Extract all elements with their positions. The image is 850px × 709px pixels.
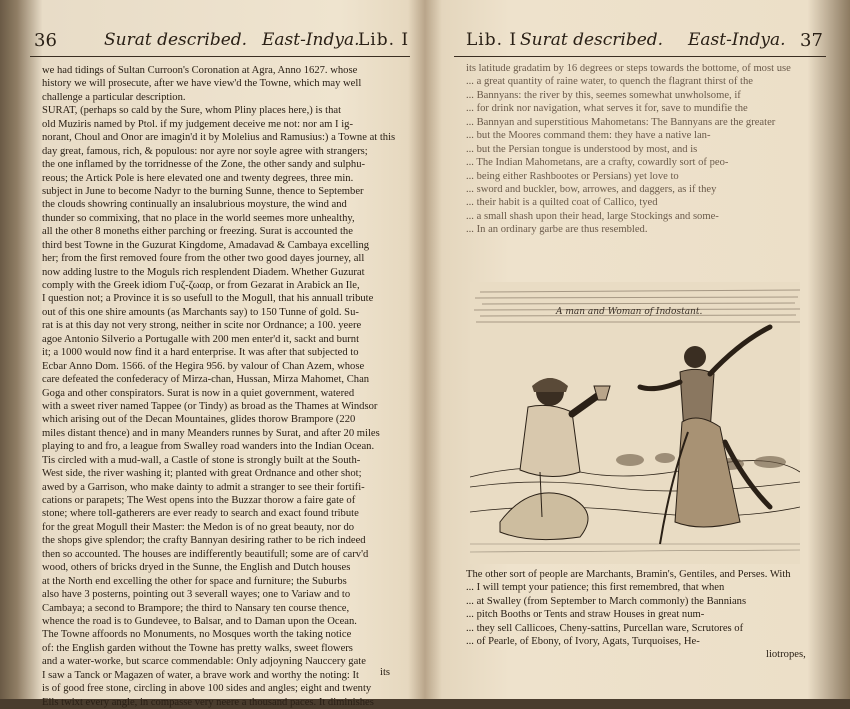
text-line: challenge a particular description. [42, 91, 186, 103]
text-line: The Towne affoords no Monuments, no Mosques worth the taking notice [42, 629, 352, 641]
catchword: liotropes, [766, 649, 806, 660]
text-line: now adding lustre to the Moguls rich resplendent Diadem. Whether Guzurat [42, 266, 365, 278]
running-title-right: East-Indya. [688, 30, 786, 50]
text-line: the one inflamed by the torridnesse of the Zone, the other sandy and sulphu- [42, 159, 366, 171]
text-line: ... being either Rashbootes or Persians) yet love to [466, 170, 679, 182]
text-line: ... sword and buckler, bow, arrowes, and daggers, as if they [466, 183, 717, 195]
right-page-body-bottom [466, 568, 828, 649]
right-page [436, 0, 836, 699]
text-line: ... they sell Callicoes, Cheny-sattins, Purcellan ware, Scrutores of [466, 622, 744, 634]
text-line: I question not; a Province it is so usefull to the Mogull, that his annuall tribute [42, 293, 374, 305]
text-line: cations or parapets; The West opens into the Buzzar thorow a faire gate of [42, 495, 356, 506]
text-line: Ecbar Anno Dom. 1566. of the Hegira 956. by valour of Chan Azem, whose [42, 360, 365, 372]
text-line: we had tidings of Sultan Curroon's Coronation at Agra, Anno 1627. whose [42, 65, 358, 76]
text-line: for the great Mogull their Master: the Medon is of no great beauty, nor do [42, 521, 355, 533]
running-title-right: East-Indya. [262, 30, 360, 50]
text-line: care defeated the confederacy of Mirza-chan, Hussan, Mirza Mahomet, Chan [42, 374, 370, 386]
text-line: Goga and other conspirators. Surat is now in a quiet government, watered [42, 387, 355, 399]
left-running-header [12, 30, 420, 58]
right-page-body-top [466, 62, 826, 237]
text-line: I saw a Tanck or Magazen of water, a brave work and worthy the noting: It [42, 669, 359, 681]
text-line: of: the English garden without the Towne has pretty walks, sweet flowers [42, 642, 353, 654]
text-line: ... In an ordinary garbe are thus resembled. [466, 224, 648, 236]
text-line: agoe Antonio Silverio a Portugalle with 200 men enter'd it, sackt and burnt [42, 333, 360, 345]
text-line: at the North end excelling the other for space and furniture; the Suburbs [42, 575, 347, 587]
text-line: the clouds showring continually an insalubrious moysture, the wind and [42, 199, 347, 211]
text-line: SURAT, (perhaps so cald by the Sure, whom Pliny places here,) is that [42, 105, 342, 117]
text-line: norant, Choul and Onor are imagin'd it by Molelius and Ramusius:) a Towne at this [42, 132, 396, 144]
text-line: ... of Pearle, of Ebony, of Ivory, Agats, Turquoises, He- [466, 636, 700, 648]
text-line: ... Bannyans: the river by this, seemes somewhat unwholsome, if [466, 89, 741, 101]
text-line: whence the road is to Gundevee, to Balsar, and to Daman upon the Ocean. [42, 615, 357, 627]
left-page [12, 0, 420, 708]
text-line: ... Bannyan and superstitious Mahometans: The Bannyans are the greater [466, 116, 776, 128]
illustration-caption: A man and Woman of Indostant. [556, 307, 703, 317]
left-page-body [42, 64, 414, 709]
text-line: third best Towne in the Guzurat Kingdome, Amadavad & Cambaya excelling [42, 239, 370, 251]
text-line: subject in June to become Nadyr to the burning Sunne, thence to September [42, 185, 364, 197]
text-line: Ells twixt every angle, in compasse very neere a thousand paces. It diminishes [42, 696, 374, 708]
text-line: ... their habit is a quilted coat of Callico, tyed [466, 197, 658, 209]
text-line: with a sweet river named Tappee (or Tindy) as broad as the Thames at Windsor [42, 400, 378, 412]
catchword: its [380, 667, 391, 678]
text-line: and a water-worke, but scarce commendable: Only adjoyning Nauccery gate [42, 656, 366, 668]
text-line: ... The Indian Mahometans, are a crafty, cowardly sort of peo- [466, 157, 729, 169]
text-line: its latitude gradatim by 16 degrees or steps towards the bottome, of most use [466, 63, 791, 74]
text-line: ... a great quantity of raine water, to quench the flagrant thirst of the [466, 76, 753, 88]
text-line: ... pitch Booths or Tents and straw Houses in great num- [466, 609, 705, 621]
text-line: which arising out of the Decan Mountaines, glides thorow Brampore (220 [42, 414, 356, 426]
text-line: ... but the Moores command them: they have a native lan- [466, 130, 711, 142]
text-line: wood, others of bricks dryed in the Sunne, the English and Dutch houses [42, 562, 351, 574]
text-line: Cambaya; a second to Brampore; the third to Nansary ten course thence, [42, 602, 350, 614]
page-number: 37 [800, 30, 823, 51]
text-line: old Muziris named by Ptol. if my judgement deceive me not: nor am I ig- [42, 118, 353, 130]
page-number: 36 [34, 30, 57, 51]
text-line: thunder so commixing, that no place in the world seemes more unhealthy, [42, 212, 355, 224]
text-line: stone; where toll-gatherers are ever ready to search and exact found tribute [42, 508, 359, 520]
text-line: comply with the Greek idiom Γυζ-ζωαρ, or from Gezarat in Arabick an Ile, [42, 280, 360, 291]
header-rule [454, 56, 826, 57]
text-line: The other sort of people are Marchants, Bramin's, Gentiles, and Perses. With [466, 569, 791, 580]
text-line: Tis circled with a mud-wall, a Castle of stone is strongly built at the South- [42, 454, 361, 466]
text-line: reous; the Artick Pole is here elevated one and twenty degrees, three min. [42, 172, 354, 184]
text-line: ... a small shash upon their head, large Stockings and some- [466, 210, 719, 222]
header-rule [30, 56, 410, 57]
text-line: awed by a Garrison, who make dainty to admit a stranger to see their fortifi- [42, 481, 365, 493]
engraving-illustration [470, 282, 800, 564]
text-line: history we will prosecute, after we have view'd the Towne, which may well [42, 78, 362, 90]
text-line: also have 3 posterns, pointing out 3 severall wayes; one to Variaw and to [42, 589, 351, 601]
running-title: Surat described. [104, 30, 248, 50]
text-line: miles distant thence) and in many Meanders runnes by Surat, and after 20 miles [42, 427, 380, 439]
text-line: ... I will tempt your patience; this first remembred, that when [466, 582, 725, 594]
text-line: ... at Swalley (from September to March commonly) the Bannians [466, 595, 747, 607]
text-line: her; from the first removed foure from the other two good dayes journey, all [42, 253, 365, 265]
book-label: Lib. I [466, 30, 518, 50]
text-line: all the other 8 moneths either parching or freezing. Surat is accounted the [42, 226, 353, 238]
text-line: ... for drink nor navigation, what serves it for, save to mundifie the [466, 103, 748, 115]
text-line: out of this one shire amounts (as Marchants say) to 150 Tunne of gold. Su- [42, 306, 359, 318]
text-line: West side, the river washing it; planted with great Ordnance and other shot; [42, 468, 362, 480]
text-line: is of good free stone, circling in above 100 sides and angles; eight and twenty [42, 683, 372, 695]
text-line: the shops give splendor; the crafty Bannyan desiring rather to be rich indeed [42, 535, 366, 547]
text-line: day great, famous, rich, & populous: nor ayre nor soyle agree with strangers; [42, 145, 368, 157]
text-line: rat is at this day not very strong, neither in scite nor Ordnance; a 100. yeere [42, 320, 362, 332]
text-line: then so accounted. The houses are indifferently beautifull; some are of carv'd [42, 548, 369, 560]
book-label: Lib. I [358, 30, 410, 50]
running-title: Surat described. [520, 30, 664, 50]
text-line: ... but the Persian tongue is understood by most, and is [466, 143, 698, 155]
text-line: playing to and fro, a league from Swalley road wanders into the Indian Ocean. [42, 441, 375, 453]
right-running-header [436, 30, 836, 58]
text-line: it; a 1000 would now find it a hard enterprise. It was after that subjected to [42, 347, 359, 359]
